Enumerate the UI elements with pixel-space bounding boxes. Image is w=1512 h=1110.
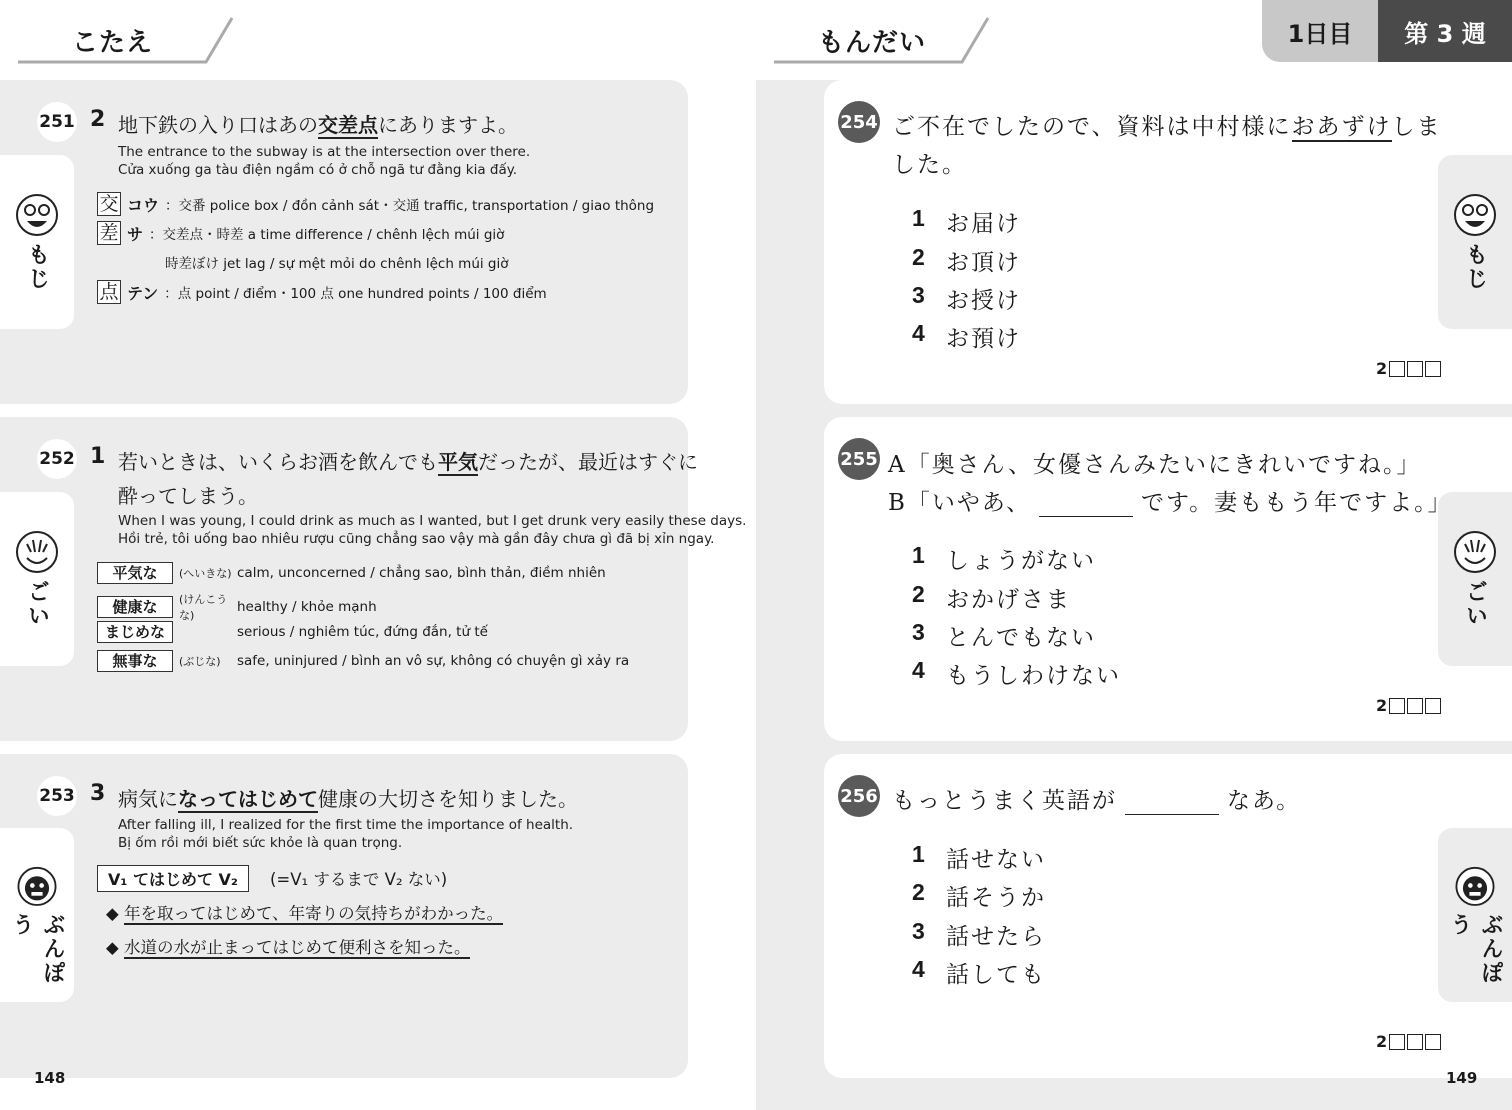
question-line2: B「いやあ、 です。妻ももう年ですよ。」 (888, 490, 1453, 516)
grammar-pattern: V₁ てはじめて V₂ (97, 865, 249, 892)
questions-header: もんだい (818, 28, 927, 58)
answer-sentence: 地下鉄の入り口はあの交差点にありますよ。 (118, 113, 518, 137)
answer-blank (1039, 494, 1133, 517)
category-tab-moji (0, 155, 74, 329)
option-1[interactable]: 1 話せない (912, 841, 1046, 873)
answer-sentence: 病気になってはじめて健康の大切さを知りました。 (118, 787, 578, 811)
category-tab-moji (1438, 155, 1512, 329)
answers-header: こたえ (72, 28, 154, 58)
question-line2: した。 (892, 152, 967, 178)
page-number: 149 (1446, 1069, 1478, 1087)
category-tab-goi (1438, 492, 1512, 666)
kanji-entry: 時差ぼけ jet lag / sự mệt mỏi do chênh lệch múi giờ (165, 256, 509, 272)
kanji-entry: 点 テン ：点 point / điểm・100 点 one hundred points / 100 điểm (97, 280, 547, 304)
week-label: 第 3 週 (1378, 0, 1512, 62)
answer-sentence-line1: 若いときは、いくらお酒を飲んでも平気だったが、最近はすぐに (118, 450, 698, 474)
animal-icon (15, 530, 59, 574)
option-3[interactable]: 3 お授け (912, 282, 1021, 314)
vocab-item: 平気な (へいきな) calm, unconcerned / chẳng sao, bình thản, điềm nhiên (97, 562, 606, 584)
option-1[interactable]: 1 しょうがない (912, 542, 1096, 574)
vietnamese-translation: Hồi trẻ, tôi uống bao nhiêu rượu cũng chẳng sao vậy mà gần đây chưa gì đã bị xỉn ngay. (118, 531, 715, 547)
question-number: 255 (838, 438, 880, 480)
score-checkboxes: 2 (1376, 359, 1441, 378)
tab-label: もじ (24, 243, 50, 291)
gorilla-icon (15, 866, 59, 907)
owl-icon (15, 193, 59, 237)
tab-label: ごい (1462, 580, 1488, 628)
correct-answer: 2 (90, 107, 106, 132)
option-2[interactable]: 2 話そうか (912, 879, 1046, 911)
option-1[interactable]: 1 お届け (912, 205, 1021, 237)
checkbox[interactable] (1389, 361, 1405, 377)
option-2[interactable]: 2 お頂け (912, 244, 1021, 276)
header-underline (16, 14, 236, 66)
owl-icon (1453, 193, 1497, 237)
tab-label: ぶんぽう (1447, 912, 1503, 985)
vocab-item: 無事な (ぶじな) safe, uninjured / bình an vô sự, không có chuyện gì xảy ra (97, 650, 629, 672)
checkbox[interactable] (1407, 1034, 1423, 1050)
day-label: 1日目 (1262, 0, 1378, 62)
category-tab-goi (0, 492, 74, 666)
page-number: 148 (34, 1069, 66, 1087)
category-tab-bunpou (1438, 828, 1512, 1002)
question-number: 256 (838, 775, 880, 817)
option-3[interactable]: 3 話せたら (912, 918, 1046, 950)
checkbox[interactable] (1425, 361, 1441, 377)
checkbox[interactable] (1407, 361, 1423, 377)
option-3[interactable]: 3 とんでもない (912, 619, 1096, 651)
question-number: 254 (838, 101, 880, 143)
answer-number: 251 (37, 102, 77, 142)
option-4[interactable]: 4 お預け (912, 320, 1021, 352)
tab-label: ぶんぽう (9, 912, 65, 985)
kanji-entry: 交 コウ ：交番 police box / đồn cảnh sát・交通 traffic, transportation / giao thông (97, 192, 654, 216)
checkbox[interactable] (1425, 698, 1441, 714)
answer-blank (1125, 792, 1219, 815)
question-line1: もっとうまく英語が なあ。 (892, 788, 1302, 814)
answer-number: 252 (37, 439, 77, 479)
english-translation: After falling ill, I realized for the first time the importance of health. (118, 817, 574, 833)
question-line1: A「奥さん、女優さんみたいにきれいですね。」 (888, 452, 1422, 478)
option-4[interactable]: 4 話しても (912, 956, 1046, 988)
example-sentence: ◆ 水道の水が止まってはじめて便利さを知った。 (106, 938, 471, 957)
english-translation: The entrance to the subway is at the intersection over there. (118, 144, 531, 160)
correct-answer: 3 (90, 781, 106, 806)
checkbox[interactable] (1389, 1034, 1405, 1050)
animal-icon (1453, 530, 1497, 574)
vietnamese-translation: Cửa xuống ga tàu điện ngầm có ở chỗ ngã tư đằng kia đấy. (118, 162, 518, 178)
score-checkboxes: 2 (1376, 1032, 1441, 1051)
tab-label: もじ (1462, 243, 1488, 291)
checkbox[interactable] (1407, 698, 1423, 714)
checkbox[interactable] (1425, 1034, 1441, 1050)
checkbox[interactable] (1389, 698, 1405, 714)
vocab-item: 健康な (けんこうな) healthy / khỏe mạnh (97, 591, 377, 623)
tab-label: ごい (24, 580, 50, 628)
question-line1: ご不在でしたので、資料は中村様におあずけしま (892, 114, 1442, 140)
option-4[interactable]: 4 もうしわけない (912, 657, 1121, 689)
score-checkboxes: 2 (1376, 696, 1441, 715)
english-translation: When I was young, I could drink as much as I wanted, but I get drunk very easily these days. (118, 513, 747, 529)
gorilla-icon (1453, 866, 1497, 907)
vocab-item: まじめな serious / nghiêm túc, đứng đắn, tử tế (97, 621, 488, 643)
option-2[interactable]: 2 おかげさま (912, 581, 1071, 613)
header-underline (772, 14, 992, 66)
grammar-pattern-note: (=V₁ するまで V₂ ない) (270, 870, 448, 889)
category-tab-bunpou (0, 828, 74, 1002)
vietnamese-translation: Bị ốm rồi mới biết sức khỏe là quan trọng. (118, 835, 403, 851)
example-sentence: ◆ 年を取ってはじめて、年寄りの気持ちがわかった。 (106, 904, 504, 923)
answer-sentence-line2: 酔ってしまう。 (118, 484, 258, 508)
answer-number: 253 (37, 776, 77, 816)
correct-answer: 1 (90, 444, 106, 469)
kanji-entry: 差 サ ：交差点・時差 a time difference / chênh lệch múi giờ (97, 221, 504, 245)
